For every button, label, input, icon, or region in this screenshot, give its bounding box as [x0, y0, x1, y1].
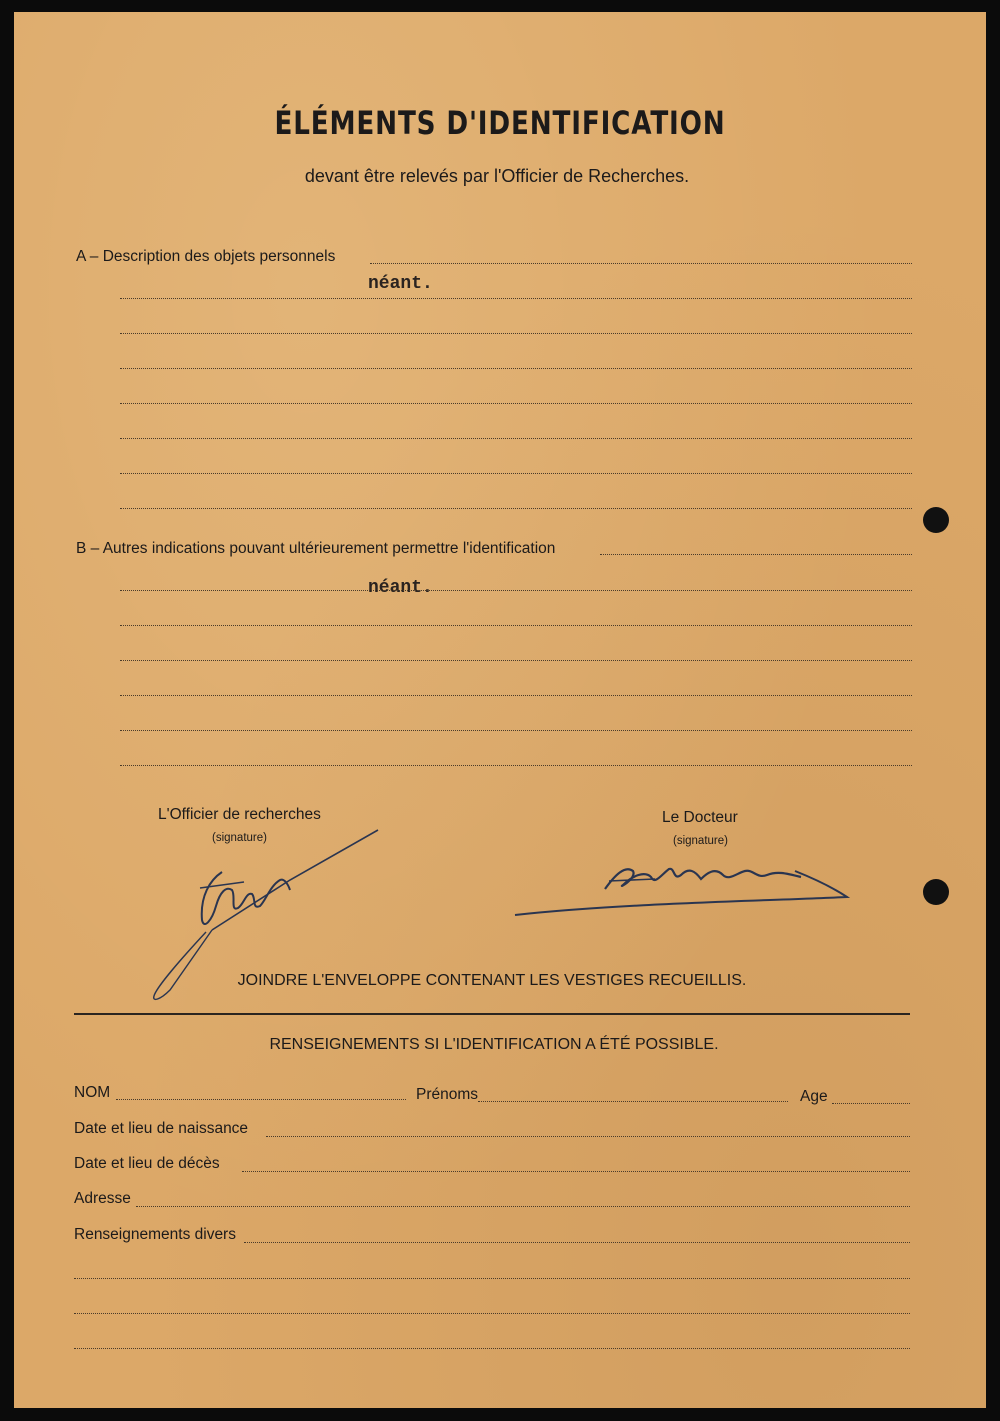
field-naissance-line — [266, 1136, 910, 1137]
field-divers-line — [74, 1278, 910, 1279]
doctor-signature — [505, 845, 855, 925]
field-deces-label: Date et lieu de décès — [74, 1155, 220, 1172]
field-adresse-label: Adresse — [74, 1190, 131, 1207]
form-page — [14, 12, 986, 1408]
field-adresse-line — [136, 1206, 910, 1207]
section-a-line — [120, 368, 912, 369]
instruction-text: JOINDRE L'ENVELOPPE CONTENANT LES VESTIGES RECUEILLIS. — [237, 972, 747, 989]
info-heading: RENSEIGNEMENTS SI L'IDENTIFICATION A ÉTÉ POSSIBLE. — [269, 1036, 719, 1053]
punch-hole — [923, 507, 949, 533]
section-b-label: B – Autres indications pouvant ultérieurement permettre l'identification — [76, 540, 556, 557]
field-nom-line — [116, 1099, 406, 1100]
section-b-line — [120, 695, 912, 696]
officer-signature-note: (signature) — [212, 832, 267, 844]
section-b-line — [600, 554, 912, 555]
field-prenoms-line — [478, 1101, 788, 1102]
doctor-signature-note: (signature) — [673, 835, 728, 847]
field-divers-line — [244, 1242, 910, 1243]
punch-hole — [923, 879, 949, 905]
section-b-line — [120, 590, 912, 591]
section-a-value: néant. — [368, 274, 433, 294]
page-title: ÉLÉMENTS D'IDENTIFICATION — [274, 104, 726, 142]
section-a-line — [120, 298, 912, 299]
section-b-value: néant. — [368, 578, 433, 598]
field-naissance-label: Date et lieu de naissance — [74, 1120, 249, 1137]
section-divider — [74, 1013, 910, 1015]
section-a-label: A – Description des objets personnels — [76, 248, 336, 265]
field-divers-line — [74, 1313, 910, 1314]
field-age-label: Age — [800, 1088, 828, 1105]
section-a-line — [120, 333, 912, 334]
field-divers-label: Renseignements divers — [74, 1226, 236, 1243]
field-prenoms-label: Prénoms — [416, 1086, 479, 1103]
field-deces-line — [242, 1171, 910, 1172]
field-nom-label: NOM — [74, 1084, 111, 1101]
section-b-line — [120, 660, 912, 661]
section-a-line — [120, 508, 912, 509]
section-a-line — [120, 403, 912, 404]
officer-title: L'Officier de recherches — [158, 806, 321, 823]
section-b-line — [120, 730, 912, 731]
section-a-line — [120, 473, 912, 474]
officer-signature — [140, 820, 400, 1020]
field-age-line — [832, 1103, 910, 1104]
page-subtitle: devant être relevés par l'Officier de Recherches. — [304, 166, 690, 186]
section-b-line — [120, 765, 912, 766]
section-a-line — [370, 263, 912, 264]
section-b-line — [120, 625, 912, 626]
section-a-line — [120, 438, 912, 439]
doctor-title: Le Docteur — [662, 809, 738, 826]
field-divers-line — [74, 1348, 910, 1349]
